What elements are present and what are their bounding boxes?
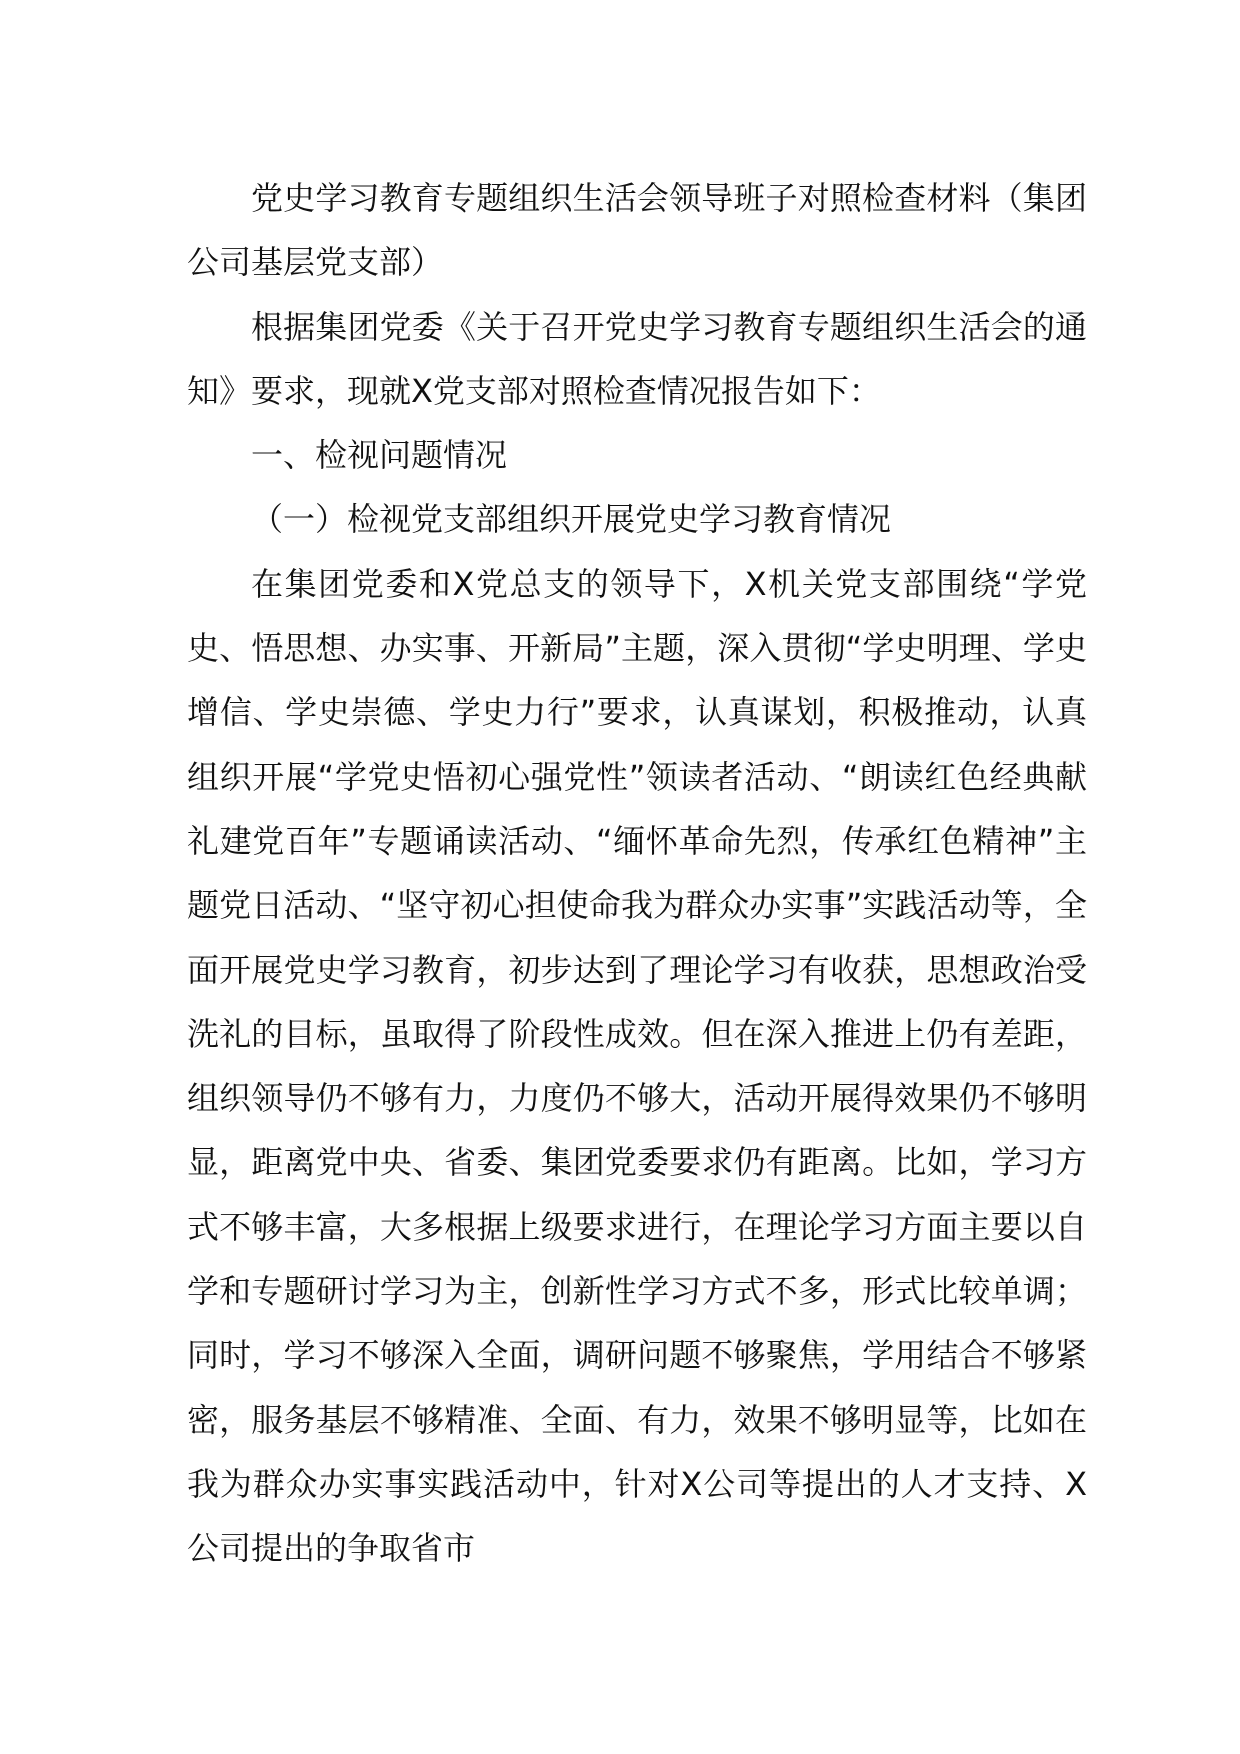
- document-body: [187, 166, 1087, 1581]
- subsection-heading: （一）检视党支部组织开展党史学习教育情况: [251, 500, 892, 539]
- intro-paragraph: 根据集团党委《关于召开党史学习教育专题组织生活会的通知》要求，现就X党支部对照检查情况报告如下：: [187, 307, 1087, 410]
- section-heading: 一、检视问题情况: [251, 436, 508, 475]
- body-paragraph: 在集团党委和X党总支的领导下，X机关党支部围绕“学党史、悟思想、办实事、开新局”主题，深入贯彻“学史明理、学史增信、学史崇德、学史力行”要求，认真谋划，积极推动，认真组织开展“学党史悟初心强党性”领读者活动、“朗读红色经典献礼建党百年”专题诵读活动、“缅怀革命先烈，传承红色精神”主题党日活动、“坚守初心担使命我为群众办实事”实践活动等，全面开展党史学习教育，初步达到了理论学习有收获，思想政治受洗礼的目标，虽取得了阶段性成效。但在深入推进上仍有差距，组织领导仍不够有力，力度仍不够大，活动开展得效果仍不够明显，距离党中央、省委、集团党委要求仍有距离。比如，学习方式不够丰富，大多根据上级要求进行，在理论学习方面主要以自学和专题研讨学习为主，创新性学习方式不多，形式比较单调；同时，学习不够深入全面，调研问题不够聚焦，学用结合不够紧密，服务基层不够精准、全面、有力，效果不够明显等，比如在我为群众办实事实践活动中，针对X公司等提出的人才支持、X公司提出的争取省市: [187, 564, 1087, 1568]
- document-title: 党史学习教育专题组织生活会领导班子对照检查材料（集团公司基层党支部）: [187, 179, 1087, 282]
